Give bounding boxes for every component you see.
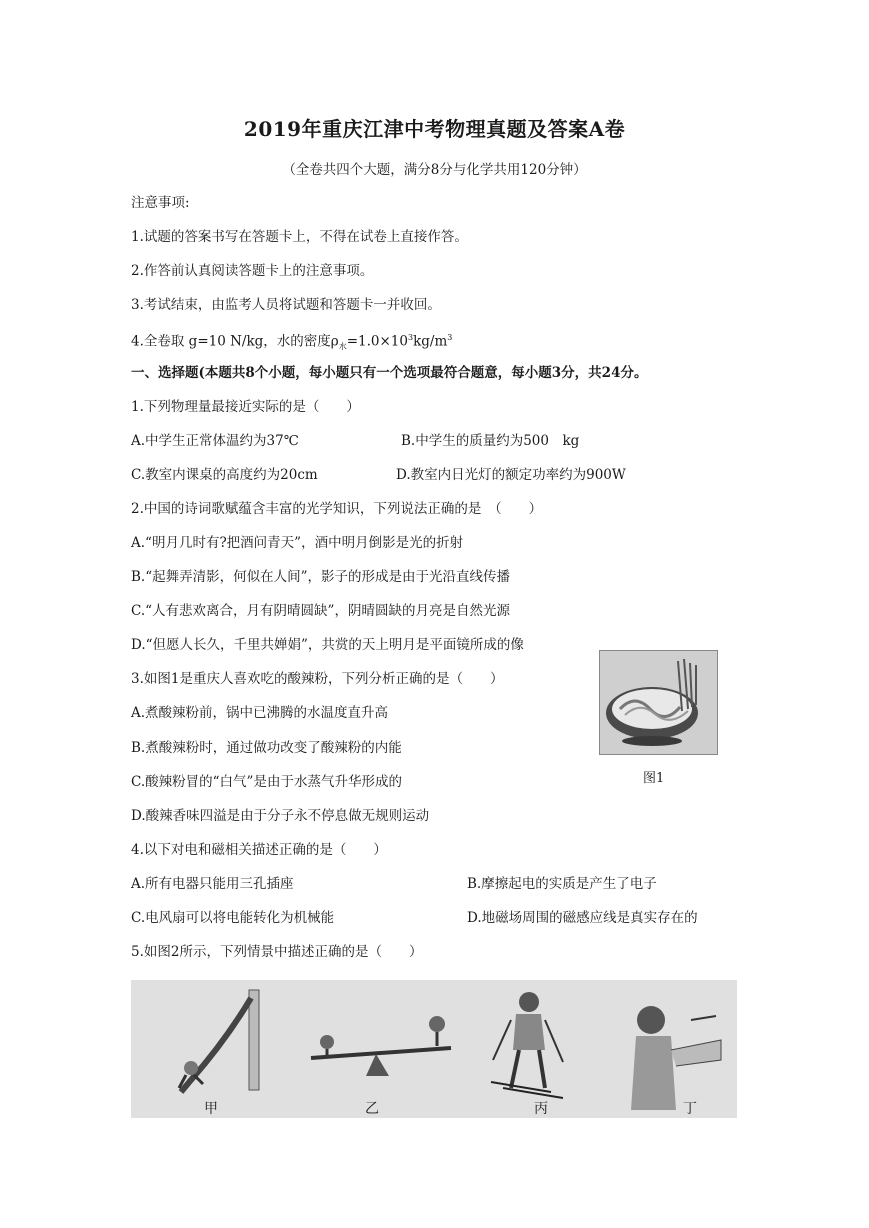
note-4: 4.全卷取 g=10 N/kg，水的密度$\rho_水=1.0\times 10^3kg/m^3$ [131, 333, 453, 352]
q3-option-d: D.酸辣香味四溢是由于分子永不停息做无规则运动 [131, 808, 430, 824]
figure-2-label-bing: 丙 [534, 1101, 548, 1117]
q1-option-c: C.教室内课桌的高度约为20cm [131, 467, 318, 483]
q5-stem: 5.如图2所示，下列情景中描述正确的是（ ） [131, 944, 423, 960]
q4-option-d: D.地磁场周围的磁感应线是真实存在的 [467, 910, 698, 926]
q2-option-a: A.“明月几时有?把酒问青天”，酒中明月倒影是光的折射 [131, 535, 464, 551]
q4-stem: 4.以下对电和磁相关描述正确的是（ ） [131, 842, 387, 858]
q2-option-b: B.“起舞弄清影，何似在人间”，影子的形成是由于光沿直线传播 [131, 569, 511, 585]
q3-stem: 3.如图1是重庆人喜欢吃的酸辣粉，下列分析正确的是（ ） [131, 671, 504, 687]
q3-option-c: C.酸辣粉冒的“白气”是由于水蒸气升华形成的 [131, 774, 402, 790]
section-1-heading: 一、选择题(本题共8个小题，每小题只有一个选项最符合题意，每小题3分，共24分。 [131, 365, 648, 381]
q2-option-c: C.“人有悲欢离合，月有阴晴圆缺”，阴晴圆缺的月亮是自然光源 [131, 603, 510, 619]
figure-1-noodle-bowl-image [599, 650, 718, 755]
q1-option-a: A.中学生正常体温约为37℃ [131, 433, 299, 449]
q1-option-b: B.中学生的质量约为500 kg [401, 433, 580, 449]
figure-2-label-jia: 甲 [204, 1101, 218, 1117]
figure-2-label-ding: 丁 [683, 1101, 697, 1117]
note-3: 3.考试结束，由监考人员将试题和答题卡一并收回。 [131, 297, 441, 313]
q4-option-b: B.摩擦起电的实质是产生了电子 [467, 876, 657, 892]
q2-option-d: D.“但愿人长久，千里共婵娟”，共赏的天上明月是平面镜所成的像 [131, 637, 524, 653]
noodle-bowl-illustration [600, 651, 717, 754]
q4-option-c: C.电风扇可以将电能转化为机械能 [131, 910, 335, 926]
figure-1-caption: 图1 [643, 771, 665, 786]
notes-heading: 注意事项: [131, 195, 190, 211]
q3-option-a: A.煮酸辣粉前，锅中已沸腾的水温度直升高 [131, 705, 389, 721]
note-2: 2.作答前认真阅读答题卡上的注意事项。 [131, 263, 374, 279]
q1-stem: 1.下列物理量最接近实际的是（ ） [131, 399, 360, 415]
figure-2-label-yi: 乙 [365, 1101, 379, 1117]
q3-option-b: B.煮酸辣粉时，通过做功改变了酸辣粉的内能 [131, 740, 402, 756]
q4-option-a: A.所有电器只能用三孔插座 [131, 876, 294, 892]
exam-subtitle: （全卷共四个大题，满分8分与化学共用120分钟） [282, 162, 587, 178]
figure-2-scenes-image [131, 980, 737, 1118]
q2-stem: 2.中国的诗词歌赋蕴含丰富的光学知识，下列说法正确的是 （ ） [131, 501, 543, 517]
q1-option-d: D.教室内日光灯的额定功率约为900W [396, 467, 626, 483]
note-1: 1.试题的答案书写在答题卡上，不得在试卷上直接作答。 [131, 229, 468, 245]
figure-2-illustration [131, 980, 737, 1118]
exam-title: 2019年重庆江津中考物理真题及答案A卷 [243, 117, 626, 141]
